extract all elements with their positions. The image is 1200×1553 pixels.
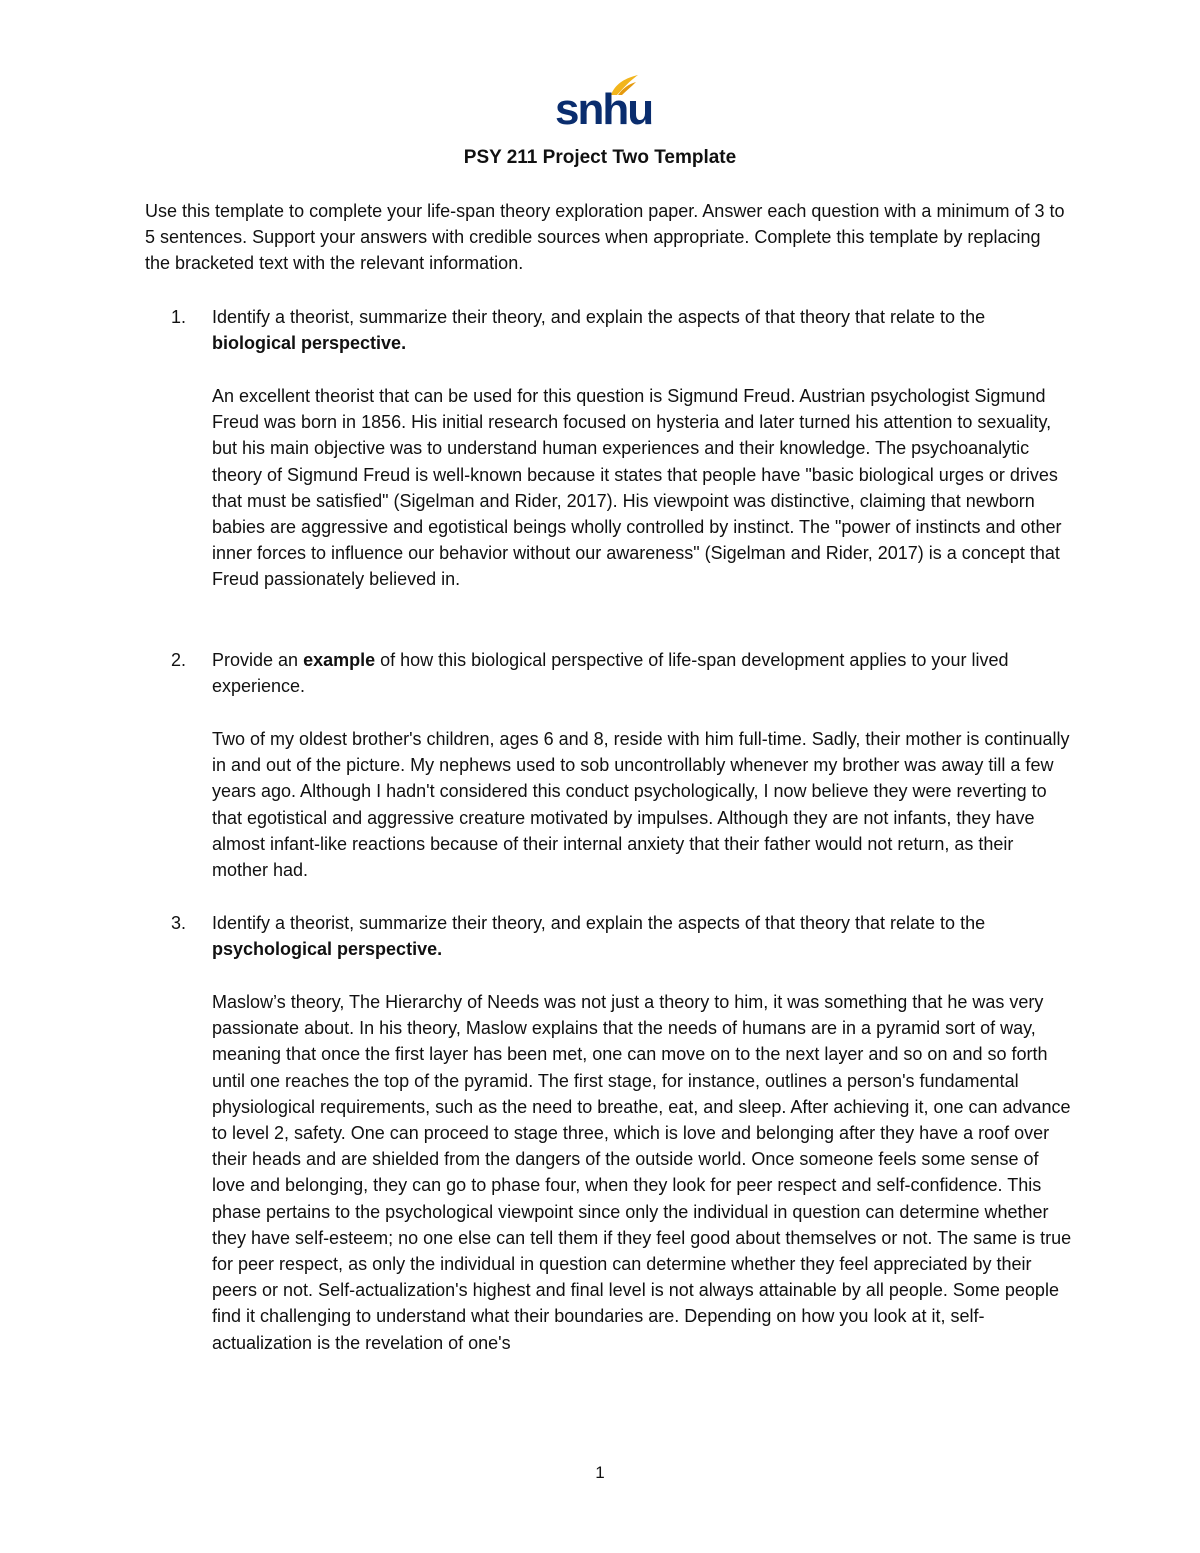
logo-wordmark: snhu [555, 85, 653, 134]
intro-paragraph: Use this template to complete your life-span theory exploration paper. Answer each question with a minimum of 3 to 5 sentences. Support your answers with credible sources when appropriate. Complete this template by replacing the bracketed text with the relevant information. [145, 201, 1065, 274]
question-emphasis: biological perspective [212, 333, 402, 354]
question-number: 3. [171, 913, 187, 933]
question-emphasis: psychological perspective [212, 939, 438, 960]
answer-paragraph-3: Maslow’s theory, The Hierarchy of Needs was not just a theory to him, it was something that he was very passionate about. In his theory, Maslow explains that the needs of humans are in a pyramid sort of way, meaning that once the first layer has been met, one can move on to the next layer and so on and so forth until one reaches the top of the pyramid. The first stage, for instance, outlines a person's fundamental physiological requirements, such as the need to breathe, eat, and sleep. After achieving it, one can advance to level 2, safety. One can proceed to stage three, which is love and belonging after they have a roof over their heads and are shielded from the dangers of the outside world. Once someone feels some sense of love and belonging, they can go to phase four, when they look for peer respect and self-confidence. This phase pertains to the psychological viewpoint since only the individual in question can determine whether they have self-esteem; no one else can tell them if they feel good about themselves or not. The same is true for peer respect, as only the individual in question can determine whether they feel appreciated by their peers or not. Self-actualization's highest and final level is not always attainable by all people. Some people find it challenging to understand what their boundaries are. Depending on how you look at it, self-actualization is the revelation of one's [212, 992, 1072, 1353]
question-number: 2. [171, 650, 187, 670]
question-text: Identify a theorist, summarize their theory, and explain the aspects of that theory that relate to the biological perspective. [212, 307, 986, 354]
snhu-logo [553, 74, 653, 134]
question-text: Identify a theorist, summarize their theory, and explain the aspects of that theory that relate to the psychological perspective. [212, 913, 986, 960]
question-emphasis: example [303, 650, 376, 670]
answer-paragraph-2: Two of my oldest brother's children, ages 6 and 8, reside with him full-time. Sadly, their mother is continually in and out of the picture. My nephews used to sob uncontrollably whenever my brother was away till a few years ago. Although I hadn't considered this conduct psychologically, I now believe they were reverting to that egotistical and aggressive creature motivated by impulses. Although they are not infants, they have almost infant-like reactions because of their internal anxiety that their father would not return, as their mother had. [212, 729, 1070, 881]
question-text: Provide an example of how this biological perspective of life-span development applies to your lived experience. [212, 650, 1009, 697]
question-number: 1. [171, 307, 187, 327]
page-number: 1 [595, 1463, 605, 1482]
answer-paragraph-1: An excellent theorist that can be used for this question is Sigmund Freud. Austrian psychologist Sigmund Freud was born in 1856. His initial research focused on hysteria and later turned his attention to sexuality, but his main objective was to understand human experiences and their knowledge. The psychoanalytic theory of Sigmund Freud is well-known because it states that people have "basic biological urges or drives that must be satisfied" (Sigelman and Rider, 2017). His viewpoint was distinctive, claiming that newborn babies are aggressive and egotistical beings wholly controlled by instinct. The "power of instincts and other inner forces to influence our behavior without our awareness" (Sigelman and Rider, 2017) is a concept that Freud passionately believed in. [212, 386, 1062, 590]
page-title: PSY 211 Project Two Template [463, 147, 737, 168]
